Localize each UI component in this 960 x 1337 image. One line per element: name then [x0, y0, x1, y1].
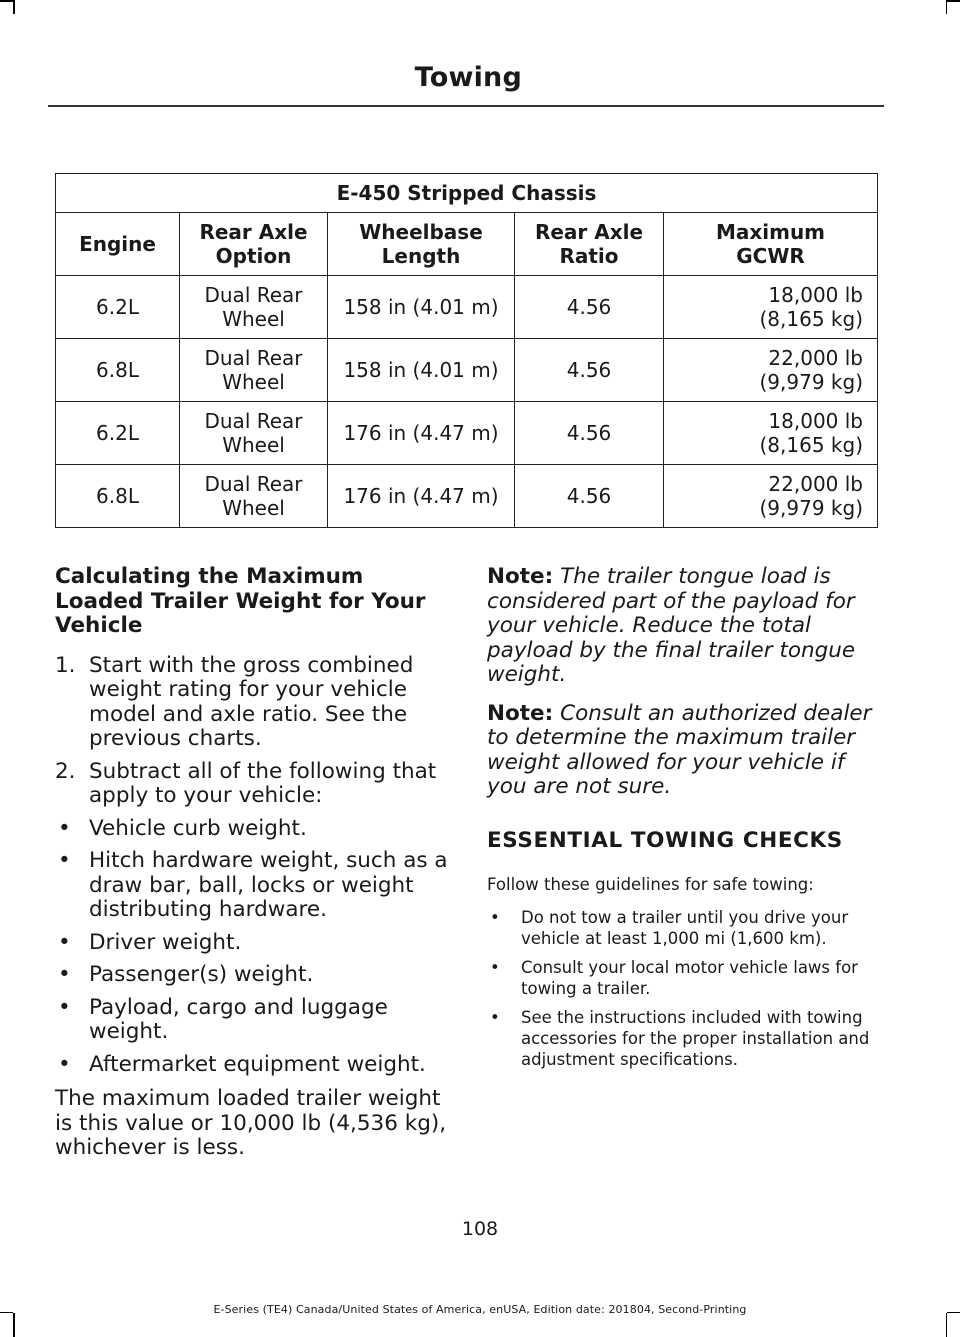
list-item: • Passenger(s) weight.	[58, 962, 314, 987]
crop-mark	[13, 0, 15, 14]
cell-engine: 6.2L	[56, 402, 180, 465]
cell-wheelbase: 158 in (4.01 m)	[328, 276, 515, 339]
bullet-icon: •	[58, 962, 71, 987]
crop-mark	[947, 0, 960, 2]
list-item: • Aftermarket equipment weight.	[58, 1051, 426, 1077]
bullet-icon: •	[58, 1051, 71, 1077]
note-tongue-load: Note: The trailer tongue load is considered part of the payload for your vehicle. Reduce the total payload by the final trailer tongue weight.	[487, 564, 856, 687]
list-item: • Vehicle curb weight.	[58, 815, 307, 841]
cell-wheelbase: 176 in (4.47 m)	[328, 402, 515, 465]
subtract-list	[55, 817, 450, 1078]
cell-axle-option: Dual Rear Wheel	[180, 402, 328, 465]
guidelines-intro: Follow these guidelines for safe towing:	[487, 874, 814, 894]
left-column	[55, 565, 450, 1161]
list-item: • See the instructions included with towing accessories for the proper installation and adjustment specifications.	[490, 1007, 870, 1069]
crop-mark	[13, 1313, 15, 1337]
bullet-icon: •	[58, 815, 71, 841]
list-item: • Hitch hardware weight, such as a draw bar, ball, locks or weight distributing hardware.	[58, 848, 448, 922]
cell-axle-ratio: 4.56	[515, 339, 664, 402]
cell-engine: 6.2L	[56, 276, 180, 339]
cell-gcwr: 18,000 lb (8,165 kg)	[664, 276, 878, 339]
crop-mark	[0, 0, 13, 2]
crop-mark	[946, 1313, 948, 1337]
bullet-icon: •	[490, 957, 500, 977]
column-header-axle-ratio: Rear Axle Ratio	[515, 213, 664, 276]
bullet-icon: •	[490, 1007, 500, 1027]
page-header-title: Towing	[414, 62, 522, 93]
table-row	[56, 465, 878, 528]
edition-footer: E-Series (TE4) Canada/United States of America, enUSA, Edition date: 201804, Second-Printing	[213, 1303, 747, 1316]
guidelines-list	[487, 907, 882, 1070]
cell-axle-ratio: 4.56	[515, 276, 664, 339]
list-item: • Consult your local motor vehicle laws for towing a trailer.	[490, 957, 858, 998]
cell-engine: 6.8L	[56, 465, 180, 528]
right-column	[487, 565, 882, 1078]
table-row	[56, 402, 878, 465]
cell-axle-option: Dual Rear Wheel	[180, 339, 328, 402]
cell-axle-ratio: 4.56	[515, 465, 664, 528]
gcwr-table	[55, 173, 878, 528]
list-item: 1. Start with the gross combined weight rating for your vehicle model and axle ratio. See the previous charts.	[55, 652, 414, 751]
list-item: • Do not tow a trailer until you drive your vehicle at least 1,000 mi (1,600 km).	[490, 907, 849, 948]
bullet-icon: •	[58, 848, 71, 873]
header-divider	[48, 105, 884, 107]
cell-axle-option: Dual Rear Wheel	[180, 465, 328, 528]
cell-gcwr: 18,000 lb (8,165 kg)	[664, 402, 878, 465]
cell-wheelbase: 158 in (4.01 m)	[328, 339, 515, 402]
cell-axle-ratio: 4.56	[515, 402, 664, 465]
bullet-icon: •	[490, 907, 500, 927]
list-item: • Payload, cargo and luggage weight.	[58, 994, 388, 1044]
list-item: • Driver weight.	[58, 929, 242, 955]
section-heading-essential-checks: ESSENTIAL TOWING CHECKS	[487, 827, 843, 853]
page-number: 108	[461, 1218, 499, 1240]
steps-list	[55, 654, 450, 809]
bullet-icon: •	[58, 929, 71, 955]
cell-axle-option: Dual Rear Wheel	[180, 276, 328, 339]
section-heading-calculating: Calculating the Maximum Loaded Trailer Weight for Your Vehicle	[55, 564, 426, 638]
list-item: 2. Subtract all of the following that apply to your vehicle:	[55, 758, 437, 808]
crop-mark	[946, 0, 948, 14]
column-header-axle-option: Rear Axle Option	[180, 213, 328, 276]
bullet-icon: •	[58, 994, 71, 1020]
table-row	[56, 276, 878, 339]
cell-engine: 6.8L	[56, 339, 180, 402]
table-caption: E-450 Stripped Chassis	[56, 174, 878, 213]
cell-wheelbase: 176 in (4.47 m)	[328, 465, 515, 528]
column-header-wheelbase: Wheelbase Length	[328, 213, 515, 276]
closing-paragraph: The maximum loaded trailer weight is this value or 10,000 lb (4,536 kg), whichever is less.	[55, 1086, 447, 1160]
column-header-engine: Engine	[56, 213, 180, 276]
cell-gcwr: 22,000 lb (9,979 kg)	[664, 465, 878, 528]
cell-gcwr: 22,000 lb (9,979 kg)	[664, 339, 878, 402]
note-consult-dealer: Note: Consult an authorized dealer to determine the maximum trailer weight allowed for your vehicle if you are not sure.	[487, 700, 872, 799]
column-header-gcwr: Maximum GCWR	[664, 213, 878, 276]
table-row	[56, 339, 878, 402]
